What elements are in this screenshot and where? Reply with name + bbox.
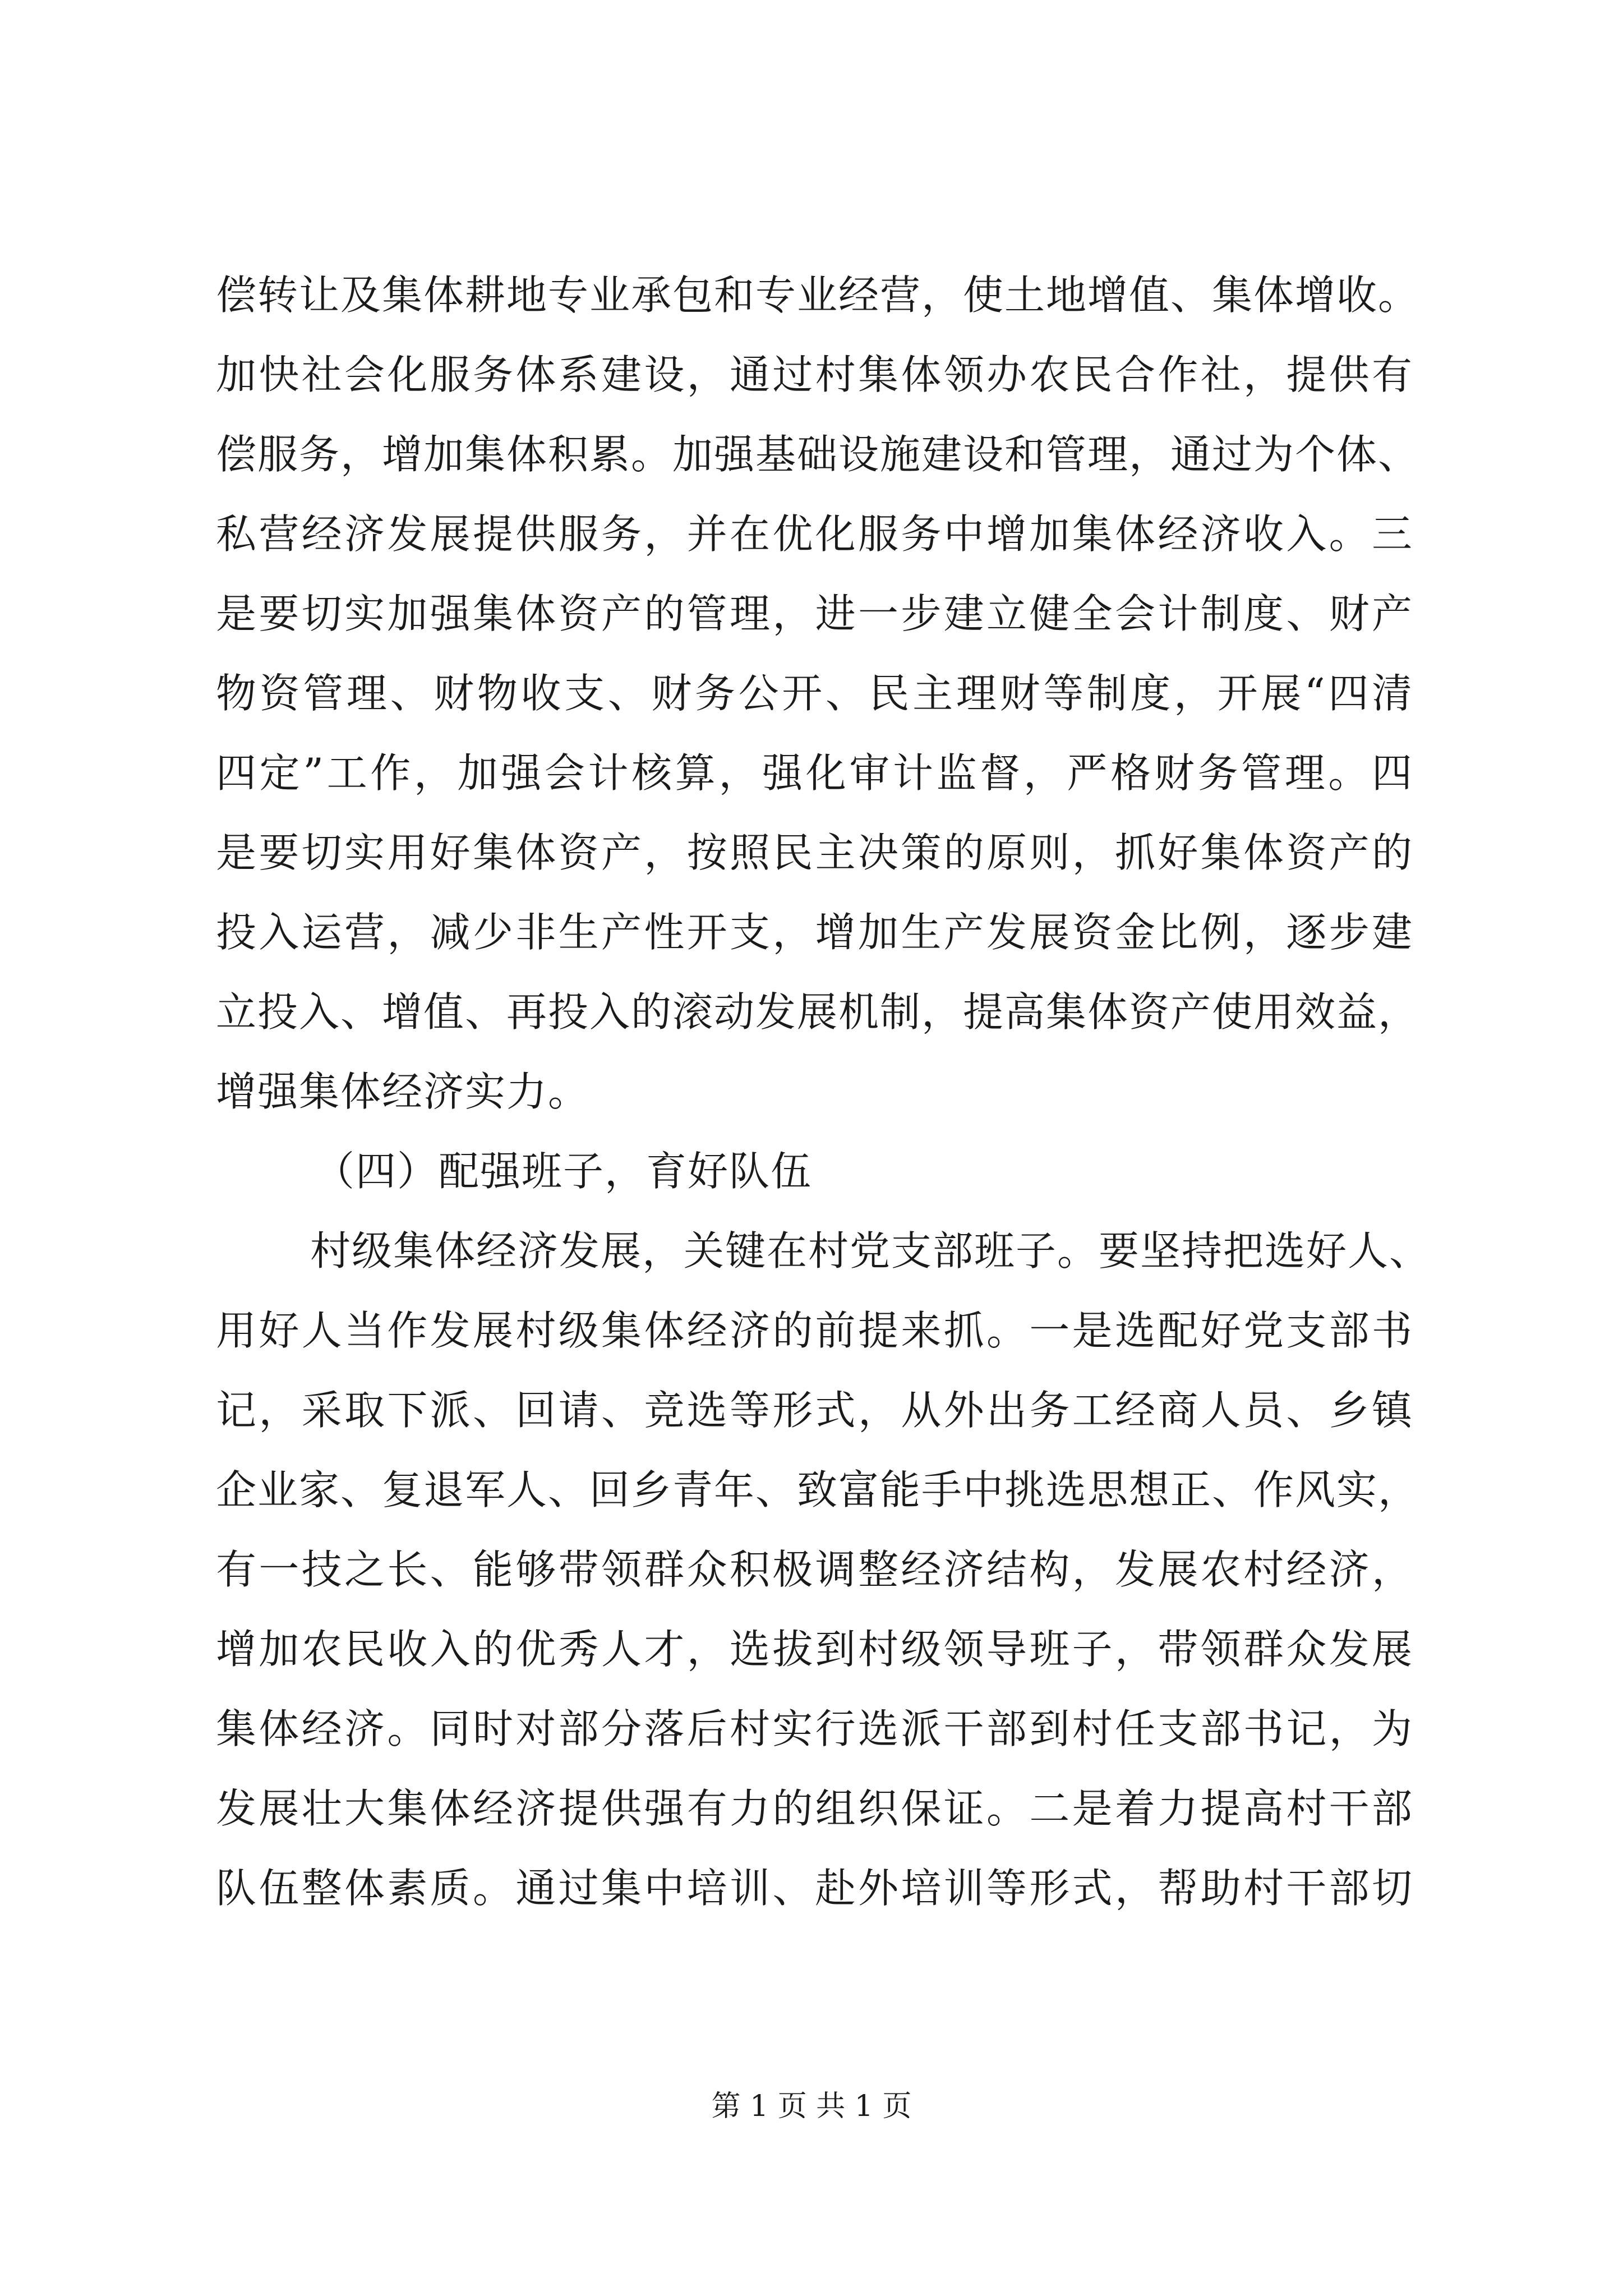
paragraph-line: 偿服务，增加集体积累。加强基础设施建设和管理，通过为个体、 xyxy=(216,431,1420,478)
paragraph-line: 增强集体经济实力。 xyxy=(216,1068,590,1115)
paragraph-line: 队伍整体素质。通过集中培训、赴外培训等形式，帮助村干部切 xyxy=(216,1865,1413,1912)
paragraph-line: 企业家、复退军人、回乡青年、致富能手中挑选思想正、作风实， xyxy=(216,1466,1420,1513)
paragraph-line: 物资管理、财物收支、财务公开、民主理财等制度，开展“四清 xyxy=(216,670,1413,717)
paragraph-line: 发展壮大集体经济提供强有力的组织保证。二是着力提高村干部 xyxy=(216,1785,1413,1832)
paragraph-line: 有一技之长、能够带领群众积极调整经济结构，发展农村经济， xyxy=(216,1546,1413,1593)
paragraph-line: 是要切实用好集体资产，按照民主决策的原则，抓好集体资产的 xyxy=(216,829,1413,876)
paragraph-line: 投入运营，减少非生产性开支，增加生产发展资金比例，逐步建 xyxy=(216,909,1413,956)
paragraph-line: 村级集体经济发展，关键在村党支部班子。要坚持把选好人、 xyxy=(310,1227,1431,1274)
paragraph-line: 立投入、增值、再投入的滚动发展机制，提高集体资产使用效益， xyxy=(216,988,1420,1036)
paragraph-line: 集体经济。同时对部分落后村实行选派干部到村任支部书记，为 xyxy=(216,1705,1413,1752)
paragraph-line: 四定”工作，加强会计核算，强化审计监督，严格财务管理。四 xyxy=(216,749,1413,797)
page-footer xyxy=(0,2090,1623,2123)
section-heading: （四）配强班子，育好队伍 xyxy=(314,1148,813,1195)
paragraph-line: 用好人当作发展村级集体经济的前提来抓。一是选配好党支部书 xyxy=(216,1307,1413,1354)
paragraph-line: 私营经济发展提供服务，并在优化服务中增加集体经济收入。三 xyxy=(216,510,1413,558)
paragraph-line: 加快社会化服务体系建设，通过村集体领办农民合作社，提供有 xyxy=(216,351,1413,398)
document-body xyxy=(216,255,1431,1928)
paragraph-line: 偿转让及集体耕地专业承包和专业经营，使土地增值、集体增收。 xyxy=(216,272,1420,319)
paragraph-line: 增加农民收入的优秀人才，选拔到村级领导班子，带领群众发展 xyxy=(216,1626,1413,1673)
paragraph-line: 记，采取下派、回请、竞选等形式，从外出务工经商人员、乡镇 xyxy=(216,1387,1413,1434)
page-number-label: 第 1 页 共 1 页 xyxy=(711,2090,912,2123)
paragraph-line: 是要切实加强集体资产的管理，进一步建立健全会计制度、财产 xyxy=(216,590,1413,637)
